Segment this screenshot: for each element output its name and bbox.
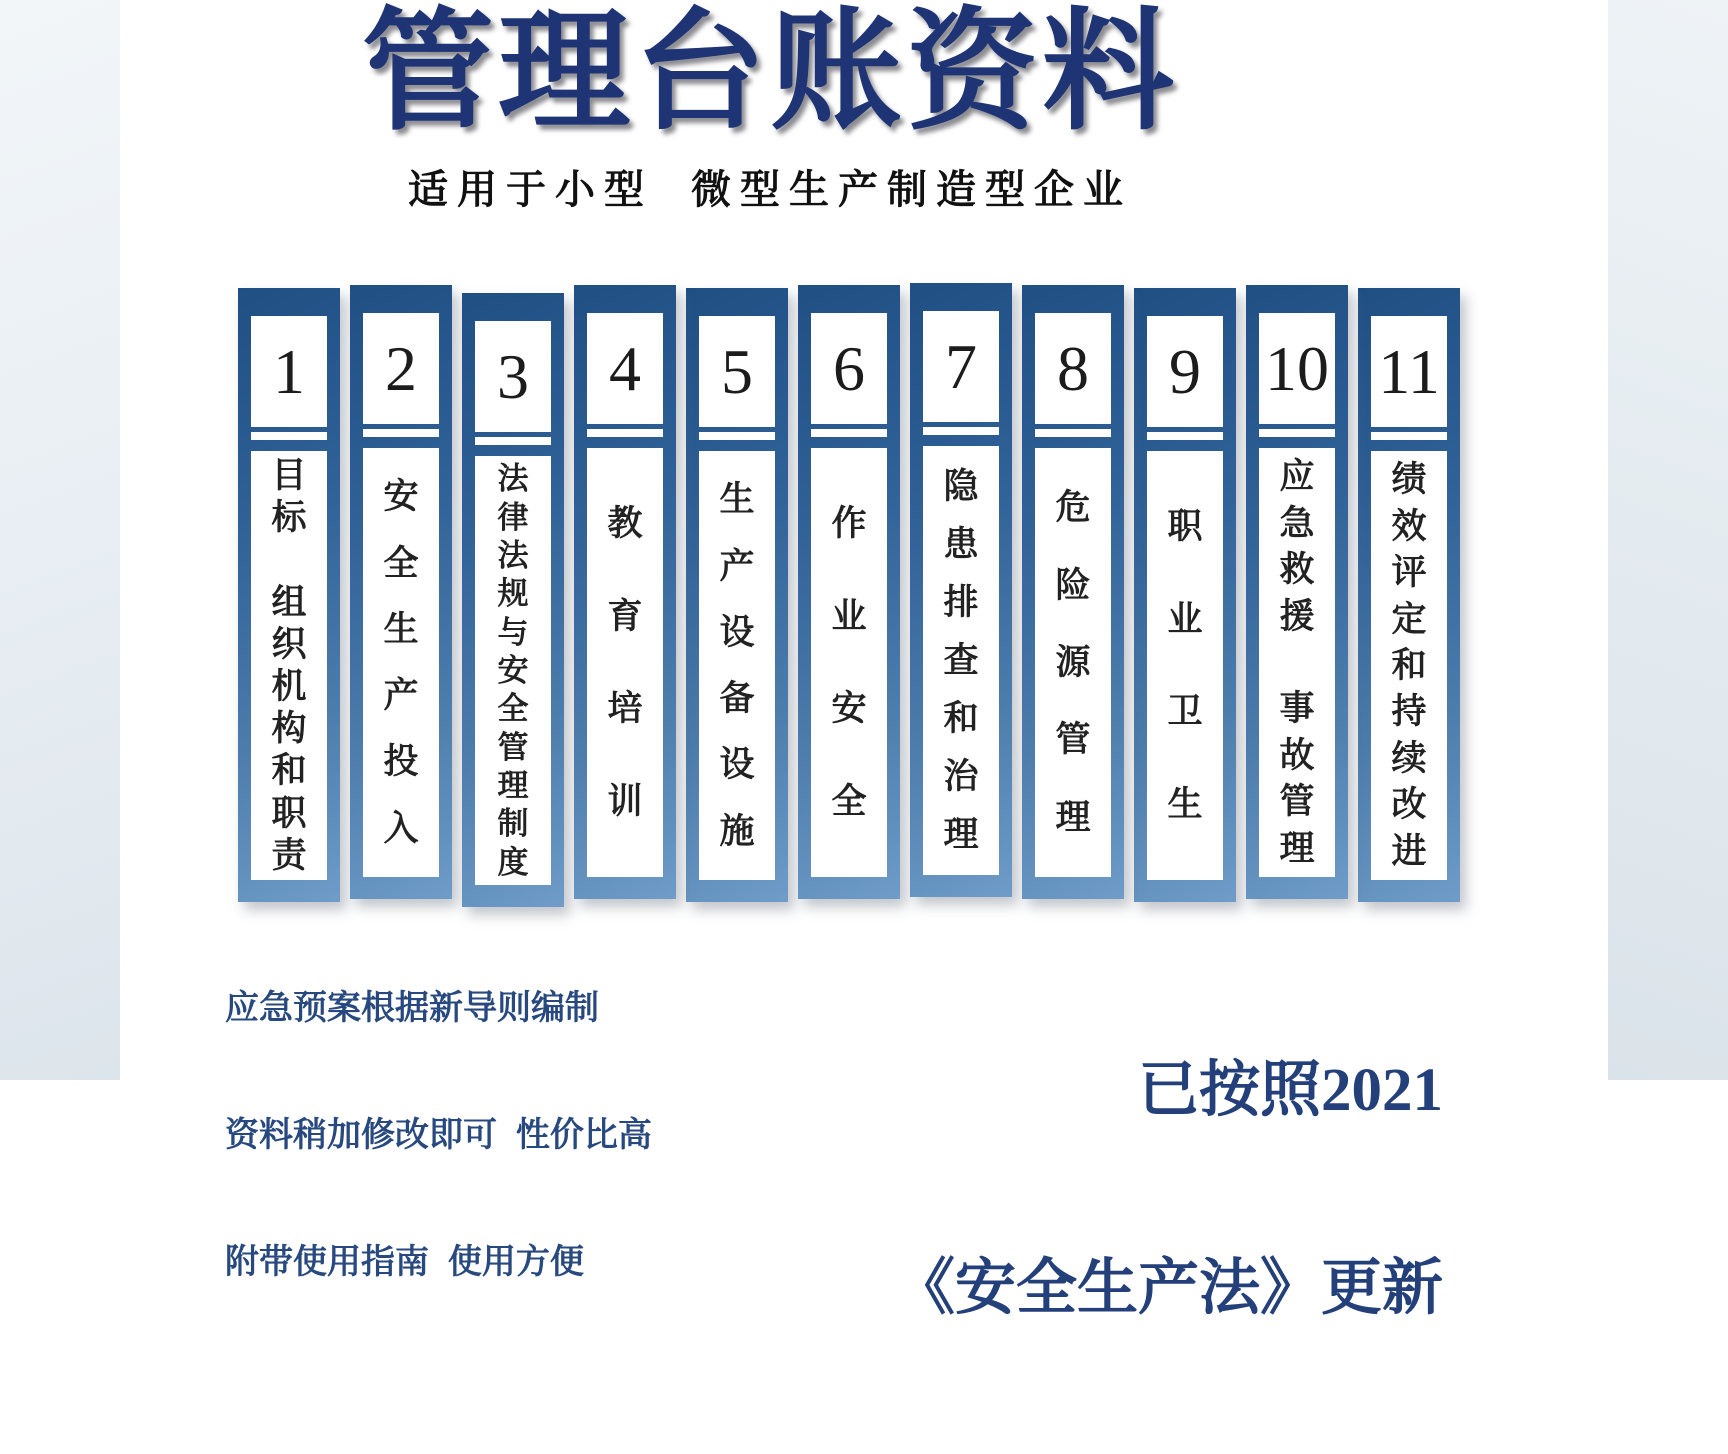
update-notice-line-2: 《安全生产法》更新 — [893, 1255, 1443, 1322]
binder-divider — [251, 432, 327, 440]
binder-1 — [238, 288, 340, 902]
binder-divider — [699, 432, 775, 440]
binder-4-number: 4 — [587, 313, 663, 424]
binder-divider — [1147, 432, 1223, 440]
binder-8-number: 8 — [1035, 313, 1111, 424]
right-gutter-panel — [1608, 0, 1728, 1080]
binder-10-spine-label: 应 急 救 援 事 故 管 理 — [1259, 448, 1335, 877]
poster-canvas — [120, 0, 1608, 1322]
binder-divider — [811, 429, 887, 437]
selling-point-line: 应急预案根据新导则编制 — [225, 989, 599, 1027]
selling-points — [225, 918, 652, 1371]
binder-6 — [798, 285, 900, 899]
binder-divider — [1371, 432, 1447, 440]
binder-1-spine-label: 目 标 组 织 机 构 和 职 责 — [251, 451, 327, 880]
binder-5 — [686, 288, 788, 902]
binder-divider — [475, 437, 551, 445]
binder-9-number: 9 — [1147, 316, 1223, 427]
binder-11-spine-label: 绩 效 评 定 和 持 续 改 进 — [1371, 451, 1447, 880]
binder-6-spine-label: 作 业 安 全 — [811, 448, 887, 877]
poster-subtitle: 适用于小型 微型生产制造型企业 — [408, 167, 1132, 212]
binder-10 — [1246, 285, 1348, 899]
binder-8 — [1022, 285, 1124, 899]
left-gutter-panel — [0, 0, 120, 1080]
binder-5-spine-label: 生 产 设 备 设 施 — [699, 451, 775, 880]
selling-point-line: 附带使用指南 使用方便 — [225, 1243, 584, 1281]
binder-divider — [923, 427, 999, 435]
binder-divider — [1259, 429, 1335, 437]
binder-2-spine-label: 安 全 生 产 投 入 — [363, 448, 439, 877]
poster-header — [120, 0, 1608, 212]
binder-2 — [350, 285, 452, 899]
binder-2-number: 2 — [363, 313, 439, 424]
binder-divider — [1035, 429, 1111, 437]
binder-3-spine-label: 法 律 法 规 与 安 全 管 理 制 度 — [475, 456, 551, 885]
update-notice — [894, 926, 1443, 1454]
selling-point-line: 资料稍加修改即可 性价比高 — [225, 1116, 652, 1154]
binder-8-spine-label: 危 险 源 管 理 — [1035, 448, 1111, 877]
binder-4 — [574, 285, 676, 899]
binder-10-number: 10 — [1259, 313, 1335, 424]
binder-3-number: 3 — [475, 321, 551, 432]
binder-11-number: 11 — [1371, 316, 1447, 427]
binder-4-spine-label: 教 育 培 训 — [587, 448, 663, 877]
binder-1-number: 1 — [251, 316, 327, 427]
binder-6-number: 6 — [811, 313, 887, 424]
binder-7-number: 7 — [923, 311, 999, 422]
binder-9-spine-label: 职 业 卫 生 — [1147, 451, 1223, 880]
binder-divider — [587, 429, 663, 437]
binder-shelf — [238, 288, 1460, 902]
binder-11 — [1358, 288, 1460, 902]
binder-7-spine-label: 隐 患 排 查 和 治 理 — [923, 446, 999, 875]
poster-title: 管理台账资料 — [362, 0, 1178, 146]
update-notice-line-1: 已按照2021 — [1137, 1057, 1443, 1124]
binder-5-number: 5 — [699, 316, 775, 427]
binder-7 — [910, 283, 1012, 897]
binder-3 — [462, 293, 564, 907]
binder-divider — [363, 429, 439, 437]
binder-9 — [1134, 288, 1236, 902]
